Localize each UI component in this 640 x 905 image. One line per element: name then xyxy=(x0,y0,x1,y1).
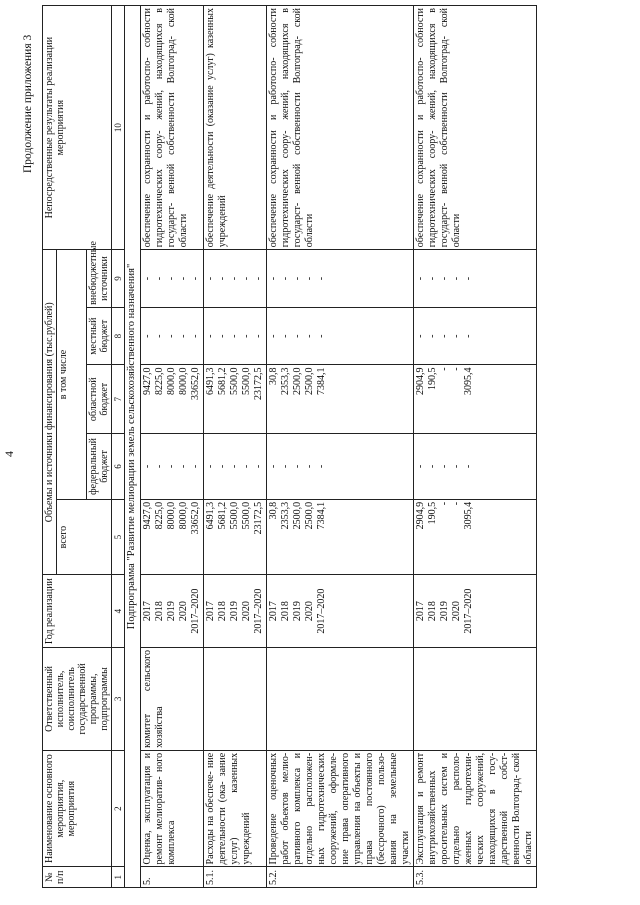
federal-value: - xyxy=(142,464,153,469)
header-federal: федеральный бюджет xyxy=(87,434,112,500)
total-value: 8225,0 xyxy=(154,501,165,530)
year: 2017 xyxy=(415,601,426,622)
local-value: - xyxy=(190,334,201,338)
extrabudget-value: - xyxy=(268,276,279,281)
local-value: - xyxy=(463,334,474,338)
federal-value: - xyxy=(190,464,201,469)
total-value: 5500,0 xyxy=(229,501,240,530)
header-in-total: в том числе xyxy=(57,250,87,500)
federal-value-cell xyxy=(414,434,537,500)
extrabudget-value: - xyxy=(178,276,189,281)
extrabudget-value: - xyxy=(217,276,228,281)
total-value: 23172,5 xyxy=(253,501,264,535)
local-value: - xyxy=(316,334,327,338)
federal-value-cell xyxy=(141,434,204,500)
column-number-row xyxy=(112,6,125,888)
federal-value: - xyxy=(166,464,177,469)
year: 2017 xyxy=(142,601,153,622)
federal-value: - xyxy=(316,464,327,469)
regional-value-cell xyxy=(267,365,414,434)
extrabudget-value-cell xyxy=(204,250,267,308)
federal-value: - xyxy=(154,464,165,469)
total-value: 2500,0 xyxy=(304,501,315,530)
year-cell xyxy=(267,575,414,648)
local-value: - xyxy=(304,334,315,338)
regional-value: 5500,0 xyxy=(229,367,240,395)
column-number: 6 xyxy=(112,434,125,500)
local-value: - xyxy=(439,334,450,338)
header-funding: Объемы и источники финансирования (тыс.рублей) xyxy=(43,250,57,575)
regional-value: 5500,0 xyxy=(241,367,252,395)
extrabudget-value: - xyxy=(316,276,327,281)
year: 2017 xyxy=(268,601,279,622)
year: 2019 xyxy=(166,601,177,622)
extrabudget-value: - xyxy=(427,276,438,281)
local-value-cell xyxy=(141,307,204,365)
local-value: - xyxy=(178,334,189,338)
year: 2019 xyxy=(292,601,303,622)
year: 2017 xyxy=(205,601,216,622)
federal-value: - xyxy=(427,464,438,469)
local-value: - xyxy=(415,334,426,338)
header-name: Наименование основного мероприятия, мероприятия xyxy=(43,750,112,867)
extrabudget-value: - xyxy=(142,276,153,281)
regional-value-cell xyxy=(141,365,204,434)
total-value: - xyxy=(439,501,450,506)
extrabudget-value: - xyxy=(166,276,177,281)
year: 2017–2020 xyxy=(190,588,201,634)
executor-cell xyxy=(414,647,537,750)
regional-value: 3095,4 xyxy=(463,367,474,395)
total-value: 7384,1 xyxy=(316,501,327,530)
total-value: 2904,9 xyxy=(415,501,426,530)
local-value: - xyxy=(166,334,177,338)
local-value-cell xyxy=(267,307,414,365)
year: 2019 xyxy=(229,601,240,622)
table-body xyxy=(141,6,537,888)
local-value: - xyxy=(253,334,264,338)
extrabudget-value: - xyxy=(229,276,240,281)
regional-value: 7384,1 xyxy=(316,367,327,395)
federal-value: - xyxy=(439,464,450,469)
year-cell xyxy=(414,575,537,648)
column-number: 4 xyxy=(112,575,125,648)
federal-value: - xyxy=(268,464,279,469)
table-row xyxy=(141,6,204,888)
federal-value-cell xyxy=(204,434,267,500)
regional-value: 33652,0 xyxy=(190,367,201,400)
row-number-cell: 5. xyxy=(141,867,204,888)
total-value: 190,5 xyxy=(427,501,438,525)
federal-value: - xyxy=(280,464,291,469)
year: 2020 xyxy=(241,601,252,622)
regional-value: 190,5 xyxy=(427,367,438,390)
local-value: - xyxy=(142,334,153,338)
regional-value: 2500,0 xyxy=(304,367,315,395)
result-text-cell: обеспечение сохранности и работоспо- собности гидротехнических соору- жений, находящихся в государст- венной собственности Волгоград- ской области xyxy=(267,6,414,250)
continuation-label: Продолжение приложения 3 xyxy=(22,34,34,173)
regional-value-cell xyxy=(204,365,267,434)
local-value-cell xyxy=(204,307,267,365)
federal-value: - xyxy=(415,464,426,469)
year: 2020 xyxy=(451,601,462,622)
regional-value: 8225,0 xyxy=(154,367,165,395)
total-value-cell xyxy=(267,499,414,574)
local-value: - xyxy=(268,334,279,338)
header-regional: областной бюджет xyxy=(87,365,112,434)
total-value: - xyxy=(451,501,462,506)
header-total: всего xyxy=(57,499,112,574)
subprogram-title: Подпрограмма "Развитие мелиорации земель сельскохозяйственного назначения" xyxy=(125,6,141,888)
regional-value: 2353,3 xyxy=(280,367,291,395)
column-number: 10 xyxy=(112,6,125,250)
total-value: 30,8 xyxy=(268,501,279,520)
federal-value: - xyxy=(205,464,216,469)
local-value: - xyxy=(427,334,438,338)
column-number: 2 xyxy=(112,750,125,867)
year: 2020 xyxy=(178,601,189,622)
federal-value: - xyxy=(292,464,303,469)
header-extra: внебюджетные источники xyxy=(87,250,112,308)
regional-value-cell xyxy=(414,365,537,434)
extrabudget-value: - xyxy=(190,276,201,281)
federal-value: - xyxy=(451,464,462,469)
federal-value: - xyxy=(229,464,240,469)
local-value: - xyxy=(241,334,252,338)
row-number-cell: 5.3. xyxy=(414,867,537,888)
year: 2018 xyxy=(154,601,165,622)
year: 2018 xyxy=(280,601,291,622)
extrabudget-value: - xyxy=(292,276,303,281)
regional-value: 8000,0 xyxy=(178,367,189,395)
federal-value: - xyxy=(178,464,189,469)
local-value: - xyxy=(451,334,462,338)
regional-value: 8000,0 xyxy=(166,367,177,395)
extrabudget-value: - xyxy=(439,276,450,281)
extrabudget-value-cell xyxy=(141,250,204,308)
result-text-cell: обеспечение деятельности (оказание услуг) казенных учреждений xyxy=(204,6,267,250)
year-cell xyxy=(141,575,204,648)
local-value: - xyxy=(229,334,240,338)
year: 2020 xyxy=(304,601,315,622)
executor-cell xyxy=(267,647,414,750)
total-value-cell xyxy=(204,499,267,574)
financing-table xyxy=(42,5,537,888)
extrabudget-value: - xyxy=(304,276,315,281)
total-value: 2500,0 xyxy=(292,501,303,530)
regional-value: - xyxy=(451,367,462,371)
extrabudget-value: - xyxy=(205,276,216,281)
activity-name-cell: Расходы на обеспече- ние деятельности (ока- зание услуг) казенных учреждений xyxy=(204,750,267,867)
total-value: 8000,0 xyxy=(166,501,177,530)
table-row xyxy=(414,6,537,888)
local-value: - xyxy=(280,334,291,338)
year: 2017–2020 xyxy=(253,588,264,634)
extrabudget-value: - xyxy=(463,276,474,281)
regional-value: 2500,0 xyxy=(292,367,303,395)
total-value: 9427,0 xyxy=(142,501,153,530)
header-result: Непосредственные результаты реализации мероприятия xyxy=(43,6,112,250)
column-number: 8 xyxy=(112,307,125,365)
total-value: 2353,3 xyxy=(280,501,291,530)
total-value: 5500,0 xyxy=(241,501,252,530)
page-number: 4 xyxy=(2,451,16,457)
local-value-cell xyxy=(414,307,537,365)
federal-value: - xyxy=(463,464,474,469)
total-value: 3095,4 xyxy=(463,501,474,530)
total-value: 33652,0 xyxy=(190,501,201,535)
local-value: - xyxy=(217,334,228,338)
extrabudget-value: - xyxy=(253,276,264,281)
header-local: местный бюджет xyxy=(87,307,112,365)
regional-value: 23172,5 xyxy=(253,367,264,400)
column-number: 5 xyxy=(112,499,125,574)
year-cell xyxy=(204,575,267,648)
table-row xyxy=(204,6,267,888)
year: 2018 xyxy=(217,601,228,622)
total-value: 5681,2 xyxy=(217,501,228,530)
header-year: Год реализации xyxy=(43,575,112,648)
regional-value: - xyxy=(439,367,450,371)
column-number: 7 xyxy=(112,365,125,434)
column-number: 1 xyxy=(112,867,125,888)
regional-value: 30,8 xyxy=(268,367,279,385)
federal-value: - xyxy=(217,464,228,469)
local-value: - xyxy=(205,334,216,338)
local-value: - xyxy=(154,334,165,338)
row-number-cell: 5.2. xyxy=(267,867,414,888)
extrabudget-value: - xyxy=(280,276,291,281)
column-number: 3 xyxy=(112,647,125,750)
executor-cell: комитет сельского хозяйства xyxy=(141,647,204,750)
regional-value: 5681,2 xyxy=(217,367,228,395)
row-number-cell: 5.1. xyxy=(204,867,267,888)
federal-value: - xyxy=(253,464,264,469)
total-value-cell xyxy=(141,499,204,574)
extrabudget-value: - xyxy=(154,276,165,281)
local-value: - xyxy=(292,334,303,338)
year: 2018 xyxy=(427,601,438,622)
extrabudget-value: - xyxy=(451,276,462,281)
activity-name-cell: Оценка, эксплуатация и ремонт мелиоратив- ного комплекса xyxy=(141,750,204,867)
table-row xyxy=(267,6,414,888)
total-value: 6491,3 xyxy=(205,501,216,530)
result-text-cell: обеспечение сохранности и работоспо- собности гидротехнических соору- жений, находящихся в государст- венной собственности Волгоград- ской области xyxy=(414,6,537,250)
year: 2017–2020 xyxy=(316,588,327,634)
result-text-cell: обеспечение сохранности и работоспо- собности гидротехнических соору- жений, находящихся в государст- венной собственности Волгоград- ской области xyxy=(141,6,204,250)
regional-value: 2904,9 xyxy=(415,367,426,395)
federal-value-cell xyxy=(267,434,414,500)
federal-value: - xyxy=(241,464,252,469)
extrabudget-value-cell xyxy=(414,250,537,308)
extrabudget-value-cell xyxy=(267,250,414,308)
extrabudget-value: - xyxy=(241,276,252,281)
extrabudget-value: - xyxy=(415,276,426,281)
regional-value: 9427,0 xyxy=(142,367,153,395)
total-value: 8000,0 xyxy=(178,501,189,530)
header-executor: Ответственный исполнитель, соисполнитель государственной программы, подпрограммы xyxy=(43,647,112,750)
year: 2019 xyxy=(439,601,450,622)
activity-name-cell: Проведение оценочных работ объектов мелио- ративного комплекса и отдельно расположен- ных гидротехнических сооружений, оформле- ние права оперативного управления на объекты и права постоянного (бессрочного) пользо- вания на земельные участки xyxy=(267,750,414,867)
executor-cell xyxy=(204,647,267,750)
total-value-cell xyxy=(414,499,537,574)
header-num: № п/п xyxy=(43,867,112,888)
year: 2017–2020 xyxy=(463,588,474,634)
federal-value: - xyxy=(304,464,315,469)
column-number: 9 xyxy=(112,250,125,308)
activity-name-cell: Эксплуатация и ремонт внутрихозяйственных оросительных систем и отдельно располо- женных гидротехни- ческих сооружений, находящихся в госу- дарственной собст- венности Волгоград- ской области xyxy=(414,750,537,867)
regional-value: 6491,3 xyxy=(205,367,216,395)
